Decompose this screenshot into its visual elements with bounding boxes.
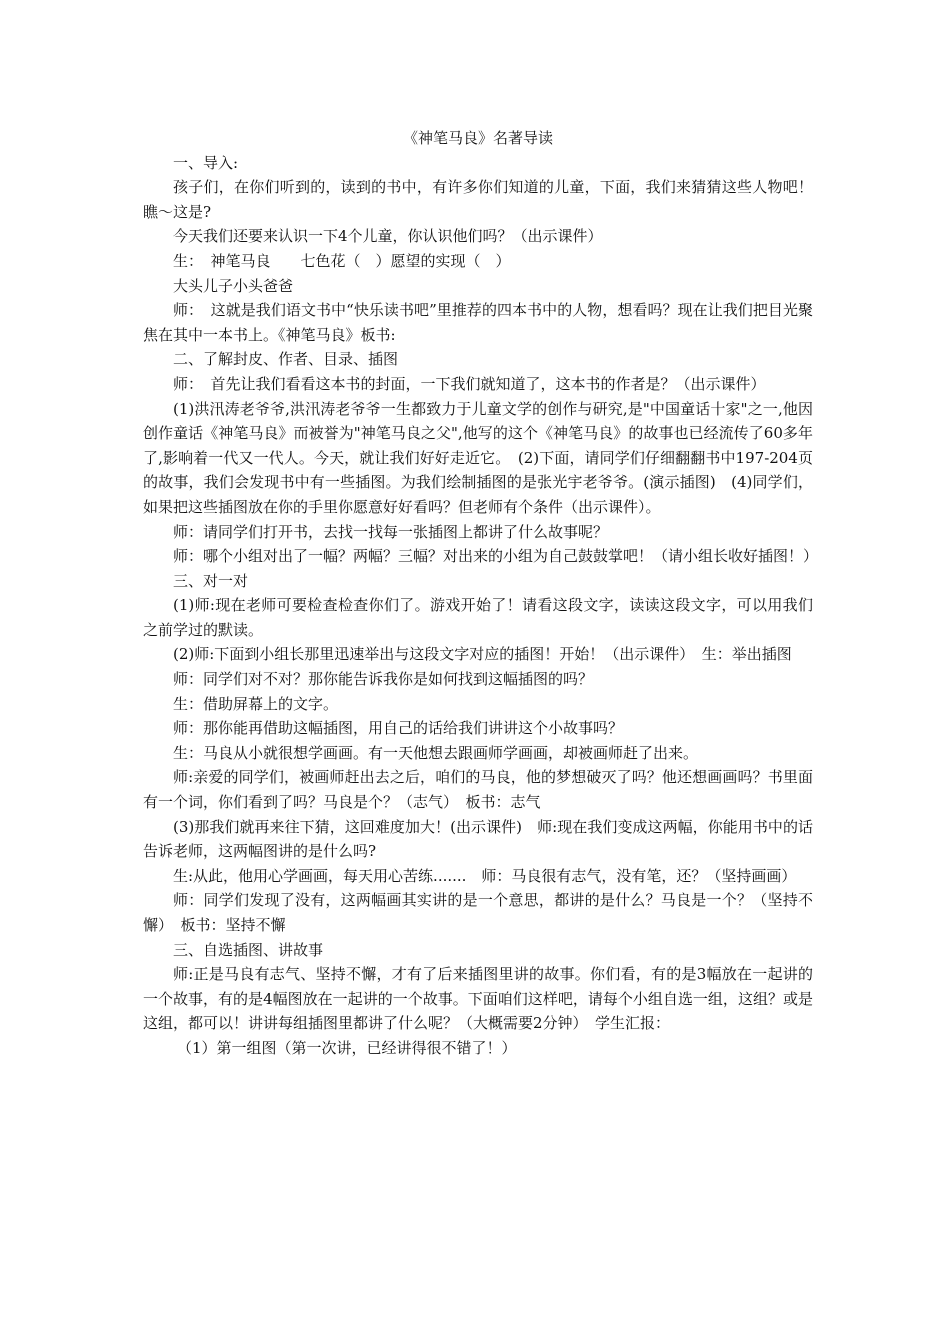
paragraph: (1)师:现在老师可要检查检查你们了。游戏开始了！请看这段文字，读读这段文字，可以用我们之前学过的默读。 — [143, 596, 813, 639]
paragraph: (2)师:下面到小组长那里迅速举出与这段文字对应的插图！开始！（出示课件） 生：举出插图 — [173, 645, 792, 664]
paragraph: 今天我们还要来认识一下4个儿童，你认识他们吗？（出示课件） — [173, 227, 603, 246]
paragraph: （1）第一组图（第一次讲，已经讲得很不错了！） — [177, 1038, 517, 1057]
paragraph: 孩子们，在你们听到的，读到的书中，有许多你们知道的儿童，下面，我们来猜猜这些人物吧！瞧～这是? — [143, 178, 813, 221]
paragraph: 大头儿子小头爸爸 — [173, 276, 294, 295]
paragraph: 师： 首先让我们看看这本书的封面，一下我们就知道了，这本书的作者是？（出示课件） — [173, 374, 766, 393]
document-body — [143, 126, 819, 1061]
paragraph: 师：那你能再借助这幅插图，用自己的话给我们讲讲这个小故事吗？ — [173, 719, 624, 738]
paragraph: 师:亲爱的同学们，被画师赶出去之后，咱们的马良，他的梦想破灭了吗？他还想画画吗？书里面有一个词，你们看到了吗？马良是个？（志气） 板书：志气 — [143, 768, 813, 812]
paragraph: 生： 神笔马良 七色花（ ）愿望的实现（ ） — [173, 251, 511, 270]
paragraph: 师:正是马良有志气、坚持不懈，才有了后来插图里讲的故事。你们看，有的是3幅放在一起讲的一个故事，有的是4幅图放在一起讲的一个故事。下面咱们这样吧，请每个小组自选一组，这组？或是这组，都可以！讲讲每组插图里都讲了什么呢？（大概需要2分钟） 学生汇报： — [143, 965, 813, 1033]
paragraph: 二、了解封皮、作者、目录、插图 — [173, 350, 399, 369]
paragraph: 生：借助屏幕上的文字。 — [173, 694, 339, 713]
paragraph: 师：同学们对不对？那你能告诉我你是如何找到这幅插图的吗？ — [173, 670, 594, 689]
paragraph: 三、对一对 — [173, 571, 249, 590]
paragraph: (3)那我们就再来往下猜，这回难度加大！(出示课件) 师:现在我们变成这两幅，你能用书中的话告诉老师，这两幅图讲的是什么吗? — [143, 817, 813, 861]
document-title: 《神笔马良》名著导读 — [402, 129, 553, 147]
paragraph: 师：同学们发现了没有，这两幅画其实讲的是一个意思，都讲的是什么？马良是一个？（坚持不懈） 板书：坚持不懈 — [143, 891, 813, 934]
paragraph: 生:从此，他用心学画画，每天用心苦练....... 师：马良很有志气，没有笔，还？（坚持画画） — [173, 866, 797, 885]
paragraph: 三、自选插图、讲故事 — [173, 940, 324, 959]
paragraph: 师： 这就是我们语文书中“快乐读书吧”里推荐的四本书中的人物，想看吗？现在让我们把目光聚焦在其中一本书上。《神笔马良》板书: — [143, 301, 813, 344]
paragraph: 一、导入: — [173, 153, 239, 172]
paragraph: (1)洪汛涛老爷爷,洪汛涛老爷爷一生都致力于儿童文学的创作与研究,是"中国童话十家"之一,他因创作童话《神笔马良》而被誉为"神笔马良之父",他写的这个《神笔马良》的故事也已经流传了60多年了,影响着一代又一代人。今天，就让我们好好走近它。 (2)下面，请同学们仔细翻翻书中197-204页的故事，我们会发现书中有一些插图。为我们绘制插图的是张光宇老爷爷。(演示插图) (4)同学们，如果把这些插图放在你的手里你愿意好好看吗？但老师有个条件（出示课件）。 — [143, 399, 813, 516]
paragraph: 师：哪个小组对出了一幅？两幅？三幅？对出来的小组为自己鼓鼓掌吧！（请小组长收好插图！） — [173, 547, 819, 566]
paragraph: 生：马良从小就很想学画画。有一天他想去跟画师学画画，却被画师赶了出来。 — [173, 743, 699, 762]
paragraph: 师：请同学们打开书，去找一找每一张插图上都讲了什么故事呢？ — [173, 522, 609, 541]
